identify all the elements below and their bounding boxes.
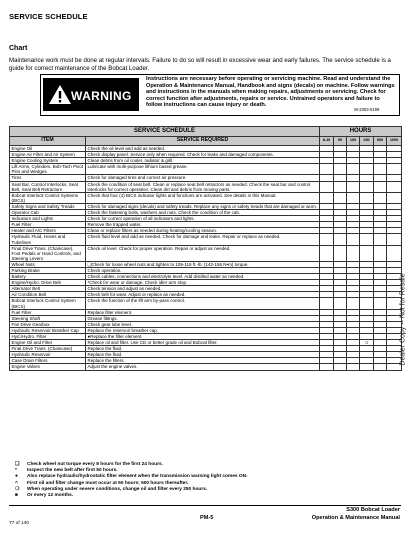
interval-header: 500 xyxy=(374,137,387,146)
row-service: Check the function of the lift arm by-pass control. xyxy=(86,298,320,309)
warning-triangle-icon xyxy=(48,84,72,105)
row-service: Grease fittings. xyxy=(86,315,320,321)
schedule-body xyxy=(10,146,402,371)
footnote-text: Check wheel nut torque every 8 hours for the first 24 hours. xyxy=(27,462,163,467)
row-interval-cell xyxy=(334,192,347,203)
row-service: Replace filter element. xyxy=(86,309,320,315)
schedule-header: SERVICE SCHEDULE xyxy=(10,127,320,137)
row-interval-cell xyxy=(347,181,360,192)
interval-header: 8-10 xyxy=(320,137,334,146)
row-service: Check tension and adjust as needed. xyxy=(86,286,320,292)
footer-model: S300 Bobcat Loader xyxy=(346,507,400,513)
row-item: Fuel Filter xyxy=(10,309,86,315)
footnote-symbol: ❏ xyxy=(15,462,20,467)
row-item: Engine/Hydro. Drive Belt xyxy=(10,280,86,286)
service-schedule-table xyxy=(9,126,402,371)
footnote-text: When operating under severe conditions, change oil and filter every 250 hours. xyxy=(27,486,208,492)
row-item: Final Drive Trans. (Chaincase), Foot Pedals or Hand Controls, and Steering Levers xyxy=(10,245,86,261)
warning-banner xyxy=(43,78,139,111)
table-row xyxy=(10,245,402,261)
row-interval-cell xyxy=(320,181,334,192)
row-item: Engine Cooling System xyxy=(10,158,86,164)
row-item: Safety Signs and Safety Treads xyxy=(10,203,86,209)
footer-page-count: 77 of 140 xyxy=(9,521,30,526)
row-item: Engine Air Filter and Air System xyxy=(10,152,86,158)
interval-header: 1000 xyxy=(387,137,402,146)
service-column-header: SERVICE REQUIRED xyxy=(86,137,320,146)
row-item: Bobcat Interlock Control Systems (BICS) xyxy=(10,192,86,203)
row-service: Check cables, connections and electrolyte level. Add distilled water as needed. xyxy=(86,274,320,280)
hours-header: HOURS xyxy=(320,127,402,137)
table-row xyxy=(10,234,402,245)
table-row xyxy=(10,164,402,175)
row-interval-cell xyxy=(374,245,387,261)
row-item: Wheel Nuts xyxy=(10,261,86,267)
row-interval-cell xyxy=(374,298,387,309)
footer-rule xyxy=(9,505,401,506)
row-interval-cell xyxy=(320,298,334,309)
row-interval-cell xyxy=(387,181,402,192)
row-item: Heater and A/C Filters xyxy=(10,228,86,234)
row-item: Fuel Filter xyxy=(10,222,86,228)
row-item: Final Drive Trans. (Chaincase) xyxy=(10,346,86,352)
row-interval-cell xyxy=(360,245,374,261)
row-service: Check for damaged tires and correct air pressure. xyxy=(86,175,320,181)
row-service: ●Replace the filter element. xyxy=(86,334,320,340)
row-service: Replace the fluid. xyxy=(86,346,320,352)
row-service: Adjust the engine valves. xyxy=(86,364,320,370)
footnote-text: Or every 12 months. xyxy=(27,493,74,499)
interval-header: 100 xyxy=(347,137,360,146)
row-interval-cell xyxy=(360,298,374,309)
row-service: Check for correct operation of all indicators and lights. xyxy=(86,216,320,222)
row-interval-cell xyxy=(347,364,360,370)
intro-paragraph: Maintenance work must be done at regular intervals. Failure to do so will result in excessive wear and early failures. The service schedule is a guide for correct maintenance of the Bobcat Loader. xyxy=(9,57,391,72)
warning-code: W-2003-0199 xyxy=(354,107,380,112)
row-item: Hydraulic Reservoir xyxy=(10,352,86,358)
row-service: Remove the trapped water. xyxy=(86,222,320,228)
row-interval-cell xyxy=(374,164,387,175)
footer-manual: Operation & Maintenance Manual xyxy=(311,515,400,521)
row-interval-cell xyxy=(387,164,402,175)
footnote-text: Also replace hydraulic/hydrostatic filter element when the transmission warning light comes ON. xyxy=(27,474,248,480)
row-interval-cell xyxy=(360,234,374,245)
row-interval-cell xyxy=(320,192,334,203)
row-service: Lubricate with multi-purpose lithium based grease. xyxy=(86,164,320,175)
row-interval-cell xyxy=(334,164,347,175)
row-service: Check the condition of seat belt. Clean or replace seat belt retractors as needed. Check the seat bar and control interlocks for correct operation. Clean dirt and debris from moving parts. xyxy=(86,181,320,192)
row-item: Hydraulic Reservoir Breather Cap xyxy=(10,327,86,333)
row-service: Clean debris from oil cooler, radiator & grill. xyxy=(86,158,320,164)
table-row xyxy=(10,192,402,203)
row-interval-cell xyxy=(374,181,387,192)
row-service: ❏Check for loose wheel nuts and tighten to 105-115 ft.-lb. (142-156 N•m) torque. xyxy=(86,261,320,267)
row-service: Replace the filters. xyxy=(86,358,320,364)
row-item: Engine Oil and Filter xyxy=(10,340,86,346)
footnote-symbol: ❍ xyxy=(15,486,20,492)
row-item: Alternator Belt xyxy=(10,286,86,292)
row-interval-cell xyxy=(320,164,334,175)
row-interval-cell xyxy=(334,364,347,370)
row-item: Tires xyxy=(10,175,86,181)
footnote-text: First oil and filter change must occur at 50 hours; 500 hours thereafter. xyxy=(27,480,189,486)
row-service: Clean or replace filters as needed during heating/cooling season. xyxy=(86,228,320,234)
row-interval-cell: ❍ xyxy=(360,340,374,346)
side-watermark-text: Dealer Copy -- Not for Resale xyxy=(399,273,407,366)
row-item: Indicators and Lights xyxy=(10,216,86,222)
row-interval-cell xyxy=(360,181,374,192)
row-interval-cell xyxy=(360,192,374,203)
side-watermark xyxy=(395,238,409,408)
footnote-text: Inspect the new belt after first 50 hours. xyxy=(27,468,118,474)
row-interval-cell xyxy=(347,245,360,261)
subsection-title: Chart xyxy=(9,45,28,52)
row-item: Operator Cab xyxy=(10,210,86,216)
row-item: Lift Arms, Cylinders, Bob-Tach Pivot Pins and Wedges xyxy=(10,164,86,175)
row-service: Check operation. xyxy=(86,267,320,273)
row-item: Steering Shaft xyxy=(10,315,86,321)
row-interval-cell xyxy=(360,164,374,175)
row-interval-cell xyxy=(320,245,334,261)
row-service: Check the fastening bolts, washers and nuts. Check the condition of the cab. xyxy=(86,210,320,216)
row-item: Battery xyxy=(10,274,86,280)
row-item: Engine Oil xyxy=(10,146,86,152)
row-interval-cell xyxy=(334,245,347,261)
table-row xyxy=(10,181,402,192)
footnote-symbol: ^ xyxy=(15,480,18,486)
row-service: Replace the reservoir breather cap. xyxy=(86,327,320,333)
row-item: Air Condition Belt xyxy=(10,292,86,298)
row-service: Check the oil level and add as needed. xyxy=(86,146,320,152)
row-item: Hydraulic Fluid, Hoses and Tubelines xyxy=(10,234,86,245)
row-service: Check belt for wear. Adjust or replace as needed. xyxy=(86,292,320,298)
row-interval-cell xyxy=(347,164,360,175)
row-item: Engine Valves xyxy=(10,364,86,370)
warning-text: Instructions are necessary before operating or servicing machine. Read and understand the Operation & Maintenance Manual, Handbook and signs (decals) on machine. Follow warnings and instructions in the manuals when making repairs, adjustments or servicing. Check for correct function after adjustments, repairs or service. Untrained operators and failure to follow instructions can cause injury or death. xyxy=(146,76,395,108)
row-interval-cell xyxy=(347,298,360,309)
row-interval-cell xyxy=(320,234,334,245)
row-interval-cell xyxy=(320,364,334,370)
section-title: SERVICE SCHEDULE xyxy=(9,12,88,21)
table-row xyxy=(10,298,402,309)
row-interval-cell xyxy=(374,192,387,203)
row-interval-cell xyxy=(387,192,402,203)
footnote-symbol: ● xyxy=(15,474,18,480)
footnotes xyxy=(15,462,395,499)
footnote xyxy=(15,493,395,499)
row-service: Replace the fluid. xyxy=(86,352,320,358)
row-service: Check for damaged signs (decals) and safety treads. Replace any signs or safety treads that are damaged or worn. xyxy=(86,203,320,209)
row-interval-cell xyxy=(360,364,374,370)
row-service: Replace oil and filter. Use CD or better grade oil and Bobcat filter. xyxy=(86,340,320,346)
interval-header: 50 xyxy=(334,137,347,146)
footnote-symbol: ■ xyxy=(15,493,18,499)
row-service: Check display panel. Service only when required. Check for leaks and damaged components. xyxy=(86,152,320,158)
footer-page-code: PM-5 xyxy=(200,515,214,521)
row-item: Hyd./Hydro. Filter xyxy=(10,334,86,340)
row-item: Parking Brake xyxy=(10,267,86,273)
row-item: Seat Bar, Control Interlocks, Seat Belt, Seat Belt Retractors xyxy=(10,181,86,192)
row-item: Case Drain Filters xyxy=(10,358,86,364)
row-interval-cell xyxy=(334,234,347,245)
row-interval-cell xyxy=(334,181,347,192)
row-interval-cell xyxy=(334,298,347,309)
warning-word: WARNING xyxy=(71,89,132,103)
row-service: Check oil level. Check for proper operation. Repair or adjust as needed. xyxy=(86,245,320,261)
row-interval-cell xyxy=(374,364,387,370)
row-interval-cell xyxy=(347,192,360,203)
row-service: Check gear lube level. xyxy=(86,321,320,327)
footnote-symbol: * xyxy=(15,468,17,474)
interval-header: 250 xyxy=(360,137,374,146)
item-column-header: ITEM xyxy=(10,137,86,146)
row-service: Check fluid level and add as needed. Check for damage and leaks. Repair or replace as needed. xyxy=(86,234,320,245)
row-service: Check that four (4) BICS indicator lights and functions are activated. See details in this Manual. xyxy=(86,192,320,203)
row-service: *Check for wear or damage. Check idler arm stop. xyxy=(86,280,320,286)
row-interval-cell xyxy=(374,234,387,245)
row-item: Fan Drive Gearbox xyxy=(10,321,86,327)
row-item: Bobcat Interlock Control System (BICS) xyxy=(10,298,86,309)
table-row xyxy=(10,364,402,370)
row-interval-cell xyxy=(347,234,360,245)
